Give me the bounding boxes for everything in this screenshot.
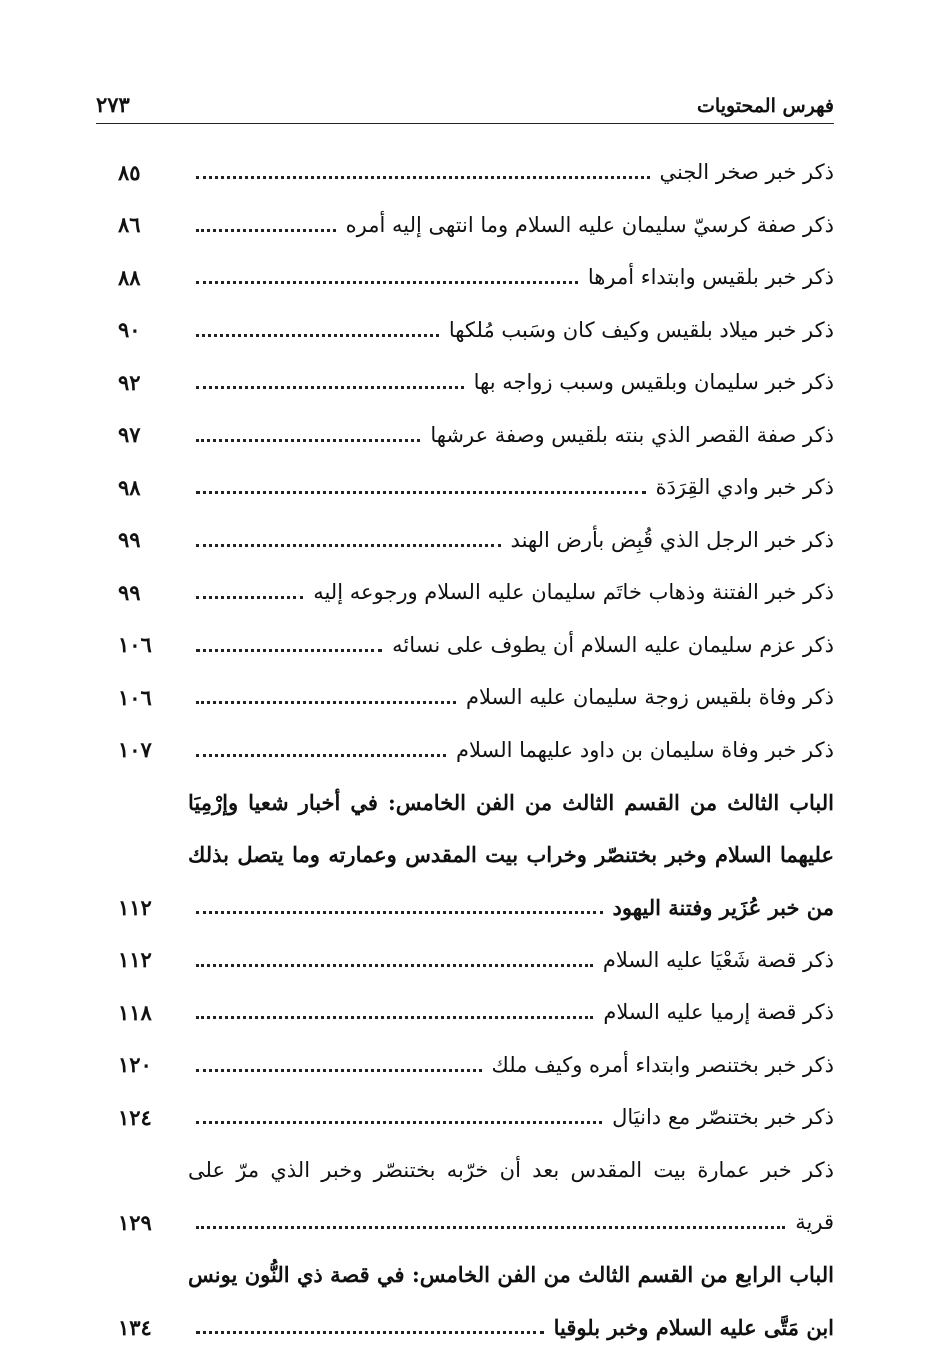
dot-leader — [196, 1330, 544, 1334]
toc-entry-title: ذكر وفاة بلقيس زوجة سليمان عليه السلام — [465, 685, 834, 710]
dot-leader — [196, 333, 439, 337]
toc-entry-title: ذكر خبر الرجل الذي قُبِض بأرض الهند — [510, 527, 834, 552]
toc-entry — [110, 1039, 834, 1092]
toc-entry-title: ذكر خبر صخر الجني — [659, 160, 834, 185]
toc-entry-page: ١٠٦ — [118, 684, 152, 710]
toc-entry — [110, 251, 834, 304]
toc-entry-line — [110, 1144, 834, 1197]
toc-entry-page: ١٣٤ — [118, 1314, 152, 1340]
toc-entry-page: ١٠٧ — [118, 737, 152, 763]
dot-leader — [196, 753, 446, 757]
toc-entry-title: قرية — [795, 1210, 834, 1235]
dot-leader — [196, 963, 593, 967]
toc-entry-page: ٨٥ — [118, 159, 141, 185]
toc-entry-page: ٩٩ — [118, 579, 141, 605]
toc-entry-page: ٨٦ — [118, 212, 141, 238]
dot-leader — [196, 910, 603, 914]
toc-entry — [110, 986, 834, 1039]
toc-entry-title: ذكر قصة شَعْيَا عليه السلام — [602, 947, 834, 972]
toc-entry-title: ذكر خبر وفاة سليمان بن داود عليهما السلام — [455, 737, 834, 762]
toc-entry — [110, 724, 834, 777]
chapter-heading-text: عليهما السلام وخبر بختنصّر وخراب بيت المقدس وعمارته وما يتصل بذلك — [188, 842, 834, 868]
toc-entry-title: ذكر خبر سليمان وبلقيس وسبب زواجه بها — [473, 370, 834, 395]
page-number: ٢٧٣ — [96, 92, 130, 117]
toc-entry — [110, 409, 834, 462]
toc-entry-page: ٨٨ — [118, 264, 141, 290]
toc-entry-page: ١٠٦ — [118, 632, 152, 658]
chapter-heading-line — [110, 776, 834, 829]
toc-entry-title: ذكر عزم سليمان عليه السلام أن يطوف على نسائه — [392, 632, 834, 657]
toc-entry-page: ١٢٤ — [118, 1104, 152, 1130]
toc-entry-page: ١٢٩ — [118, 1209, 152, 1235]
toc-entry — [110, 146, 834, 199]
chapter-heading-text: من خبر عُزَير وفتنة اليهود — [612, 894, 834, 920]
toc-entry-title: ذكر صفة كرسيّ سليمان عليه السلام وما انتهى إليه أمره — [345, 212, 834, 237]
toc-entry — [110, 566, 834, 619]
toc-entry — [110, 514, 834, 567]
toc-entry-page: ١١٢ — [118, 894, 152, 920]
toc-entry-title: ذكر خبر بختنصر وابتداء أمره وكيف ملك — [491, 1052, 834, 1077]
dot-leader — [196, 595, 303, 599]
toc-entry-title: ذكر خبر عمارة بيت المقدس بعد أن خرّبه بختنصّر وخبر الذي مرّ على — [188, 1157, 834, 1182]
toc-entry-page: ١١٨ — [118, 999, 152, 1025]
dot-leader — [196, 175, 650, 179]
dot-leader — [196, 648, 382, 652]
toc-entry-page: ١٢٠ — [118, 1052, 152, 1078]
dot-leader — [196, 280, 578, 284]
toc-entry-page: ٩٧ — [118, 422, 141, 448]
toc-entry-page: ٩٢ — [118, 369, 141, 395]
toc-entry-page: ٩٩ — [118, 527, 141, 553]
dot-leader — [196, 1068, 482, 1072]
toc-entry-page: ١١٢ — [118, 947, 152, 973]
toc-entry — [110, 356, 834, 409]
chapter-heading-line — [110, 1249, 834, 1302]
toc-entry-title: ذكر خبر بختنصّر مع دانيَال — [612, 1105, 834, 1130]
toc-entry-title: ذكر صفة القصر الذي بنته بلقيس وصفة عرشها — [430, 422, 834, 447]
chapter-heading-line — [110, 829, 834, 882]
toc-entry-title: ذكر خبر ميلاد بلقيس وكيف كان وسَبب مُلكها — [448, 317, 834, 342]
toc-entry — [110, 461, 834, 514]
toc-entry — [110, 304, 834, 357]
toc-entry — [110, 199, 834, 252]
toc-entry — [110, 619, 834, 672]
chapter-heading-text: الباب الثالث من القسم الثالث من الفن الخامس: في أخبار شعيا وإرْمِيَا — [188, 789, 834, 815]
toc-entry — [110, 934, 834, 987]
chapter-heading-text: الباب الرابع من القسم الثالث من الفن الخامس: في قصة ذي النُّون يونس — [188, 1262, 834, 1288]
toc-entry — [110, 1196, 834, 1249]
chapter-heading-line — [110, 881, 834, 934]
dot-leader — [196, 1015, 593, 1019]
toc-entry-title: ذكر قصة إرميا عليه السلام — [603, 1000, 834, 1025]
dot-leader — [196, 700, 456, 704]
dot-leader — [196, 1120, 602, 1124]
toc-entry-title: ذكر خبر وادي القِرَدَة — [655, 475, 834, 500]
dot-leader — [196, 490, 646, 494]
page-header — [96, 82, 834, 124]
dot-leader — [196, 543, 501, 547]
dot-leader — [196, 385, 464, 389]
dot-leader — [196, 1225, 785, 1229]
toc-entry-title: ذكر خبر الفتنة وذهاب خاتَم سليمان عليه السلام ورجوعه إليه — [313, 580, 834, 605]
toc-entry-page: ٩٠ — [118, 317, 141, 343]
dot-leader — [196, 228, 336, 232]
toc-entry-page: ٩٨ — [118, 474, 141, 500]
table-of-contents — [110, 146, 834, 1354]
running-title: فهرس المحتويات — [697, 95, 834, 117]
toc-entry — [110, 671, 834, 724]
toc-entry — [110, 1091, 834, 1144]
dot-leader — [196, 438, 420, 442]
toc-entry-title: ذكر خبر بلقيس وابتداء أمرها — [587, 265, 834, 290]
chapter-heading-text: ابن مَتَّى عليه السلام وخبر بلوقيا — [553, 1314, 834, 1340]
chapter-heading-line — [110, 1301, 834, 1354]
